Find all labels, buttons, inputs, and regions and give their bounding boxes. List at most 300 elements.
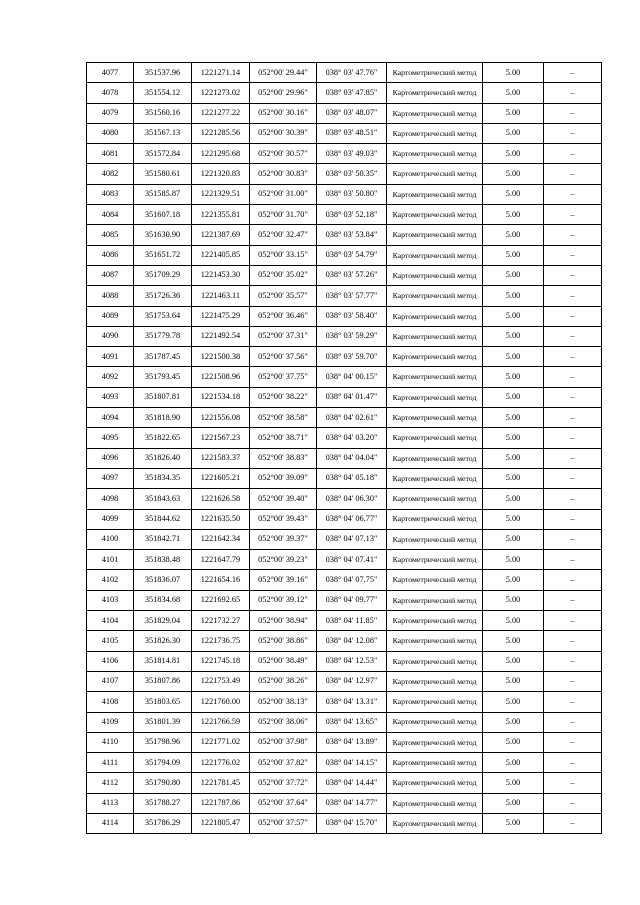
coordinates-table-body [87,63,602,834]
longitude-cell: 038° 04' 07.13" [317,529,387,549]
y-coordinate-cell: 1221753.49 [192,671,250,691]
longitude-cell: 038° 04' 13.65" [317,712,387,732]
table-row [87,326,602,346]
note-cell: – [544,428,602,448]
longitude-cell: 038° 04' 12.97" [317,671,387,691]
latitude-cell: 052°00' 38.22" [250,387,317,407]
accuracy-cell: 5.00 [483,326,544,346]
x-coordinate-cell: 351788.27 [134,793,192,813]
x-coordinate-cell: 351803.65 [134,692,192,712]
latitude-cell: 052°00' 31.70" [250,205,317,225]
table-row [87,164,602,184]
method-cell: Картометрический метод [387,489,483,509]
latitude-cell: 052°00' 32.47" [250,225,317,245]
method-cell: Картометрический метод [387,712,483,732]
x-coordinate-cell: 351753.64 [134,306,192,326]
accuracy-cell: 5.00 [483,245,544,265]
point-number-cell: 4095 [87,428,134,448]
latitude-cell: 052°00' 37.98" [250,732,317,752]
latitude-cell: 052°00' 30.83" [250,164,317,184]
table-row [87,570,602,590]
longitude-cell: 038° 04' 12.08" [317,631,387,651]
note-cell: – [544,123,602,143]
y-coordinate-cell: 1221556.08 [192,408,250,428]
method-cell: Картометрический метод [387,793,483,813]
table-row [87,611,602,631]
accuracy-cell: 5.00 [483,63,544,83]
latitude-cell: 052°00' 38.13" [250,692,317,712]
accuracy-cell: 5.00 [483,123,544,143]
latitude-cell: 052°00' 38.58" [250,408,317,428]
note-cell: – [544,225,602,245]
latitude-cell: 052°00' 38.26" [250,671,317,691]
point-number-cell: 4109 [87,712,134,732]
latitude-cell: 052°00' 38.86" [250,631,317,651]
method-cell: Картометрический метод [387,509,483,529]
note-cell: – [544,306,602,326]
accuracy-cell: 5.00 [483,732,544,752]
point-number-cell: 4104 [87,611,134,631]
x-coordinate-cell: 351826.30 [134,631,192,651]
longitude-cell: 038° 04' 14.15" [317,753,387,773]
latitude-cell: 052°00' 30.57" [250,144,317,164]
note-cell: – [544,83,602,103]
accuracy-cell: 5.00 [483,164,544,184]
x-coordinate-cell: 351842.71 [134,529,192,549]
note-cell: – [544,448,602,468]
point-number-cell: 4101 [87,550,134,570]
latitude-cell: 052°00' 37.31" [250,326,317,346]
longitude-cell: 038° 04' 11.85" [317,611,387,631]
y-coordinate-cell: 1221285.56 [192,123,250,143]
method-cell: Картометрический метод [387,773,483,793]
x-coordinate-cell: 351807.86 [134,671,192,691]
method-cell: Картометрический метод [387,631,483,651]
y-coordinate-cell: 1221647.79 [192,550,250,570]
x-coordinate-cell: 351709.29 [134,265,192,285]
y-coordinate-cell: 1221567.23 [192,428,250,448]
table-row [87,509,602,529]
point-number-cell: 4096 [87,448,134,468]
method-cell: Картометрический метод [387,529,483,549]
longitude-cell: 038° 03' 47.85" [317,83,387,103]
note-cell: – [544,692,602,712]
latitude-cell: 052°00' 35.02" [250,265,317,285]
accuracy-cell: 5.00 [483,570,544,590]
accuracy-cell: 5.00 [483,265,544,285]
latitude-cell: 052°00' 30.39" [250,123,317,143]
latitude-cell: 052°00' 37.56" [250,347,317,367]
note-cell: – [544,793,602,813]
table-row [87,813,602,833]
table-row [87,489,602,509]
x-coordinate-cell: 351822.65 [134,428,192,448]
x-coordinate-cell: 351651.72 [134,245,192,265]
x-coordinate-cell: 351844.62 [134,509,192,529]
x-coordinate-cell: 351807.81 [134,387,192,407]
y-coordinate-cell: 1221605.21 [192,468,250,488]
accuracy-cell: 5.00 [483,651,544,671]
method-cell: Картометрический метод [387,448,483,468]
method-cell: Картометрический метод [387,225,483,245]
point-number-cell: 4094 [87,408,134,428]
y-coordinate-cell: 1221500.38 [192,347,250,367]
y-coordinate-cell: 1221642.34 [192,529,250,549]
y-coordinate-cell: 1221534.18 [192,387,250,407]
x-coordinate-cell: 351560.16 [134,103,192,123]
longitude-cell: 038° 04' 01.47" [317,387,387,407]
x-coordinate-cell: 351786.29 [134,813,192,833]
x-coordinate-cell: 351836.07 [134,570,192,590]
method-cell: Картометрический метод [387,428,483,448]
y-coordinate-cell: 1221273.02 [192,83,250,103]
point-number-cell: 4083 [87,184,134,204]
point-number-cell: 4099 [87,509,134,529]
latitude-cell: 052°00' 30.16" [250,103,317,123]
y-coordinate-cell: 1221387.69 [192,225,250,245]
method-cell: Картометрический метод [387,245,483,265]
method-cell: Картометрический метод [387,103,483,123]
latitude-cell: 052°00' 39.40" [250,489,317,509]
latitude-cell: 052°00' 39.23" [250,550,317,570]
table-row [87,83,602,103]
point-number-cell: 4113 [87,793,134,813]
y-coordinate-cell: 1221320.83 [192,164,250,184]
note-cell: – [544,286,602,306]
accuracy-cell: 5.00 [483,793,544,813]
x-coordinate-cell: 351537.96 [134,63,192,83]
accuracy-cell: 5.00 [483,468,544,488]
note-cell: – [544,245,602,265]
point-number-cell: 4114 [87,813,134,833]
point-number-cell: 4089 [87,306,134,326]
note-cell: – [544,631,602,651]
accuracy-cell: 5.00 [483,286,544,306]
accuracy-cell: 5.00 [483,611,544,631]
point-number-cell: 4093 [87,387,134,407]
y-coordinate-cell: 1221475.29 [192,306,250,326]
note-cell: – [544,347,602,367]
longitude-cell: 038° 04' 15.70" [317,813,387,833]
latitude-cell: 052°00' 29.96" [250,83,317,103]
latitude-cell: 052°00' 37.64" [250,793,317,813]
x-coordinate-cell: 351726.36 [134,286,192,306]
longitude-cell: 038° 03' 48.51" [317,123,387,143]
x-coordinate-cell: 351790.80 [134,773,192,793]
method-cell: Картометрический метод [387,408,483,428]
note-cell: – [544,387,602,407]
latitude-cell: 052°00' 33.15" [250,245,317,265]
x-coordinate-cell: 351838.48 [134,550,192,570]
point-number-cell: 4100 [87,529,134,549]
table-row [87,631,602,651]
point-number-cell: 4090 [87,326,134,346]
accuracy-cell: 5.00 [483,144,544,164]
point-number-cell: 4079 [87,103,134,123]
x-coordinate-cell: 351554.12 [134,83,192,103]
latitude-cell: 052°00' 38.49" [250,651,317,671]
table-row [87,773,602,793]
y-coordinate-cell: 1221766.59 [192,712,250,732]
note-cell: – [544,367,602,387]
x-coordinate-cell: 351585.87 [134,184,192,204]
x-coordinate-cell: 351607.18 [134,205,192,225]
latitude-cell: 052°00' 31.00" [250,184,317,204]
y-coordinate-cell: 1221329.51 [192,184,250,204]
longitude-cell: 038° 03' 57.26" [317,265,387,285]
y-coordinate-cell: 1221745.18 [192,651,250,671]
longitude-cell: 038° 03' 49.03" [317,144,387,164]
longitude-cell: 038° 04' 06.77" [317,509,387,529]
table-row [87,651,602,671]
method-cell: Картометрический метод [387,692,483,712]
note-cell: – [544,550,602,570]
y-coordinate-cell: 1221654.16 [192,570,250,590]
method-cell: Картометрический метод [387,286,483,306]
table-row [87,550,602,570]
point-number-cell: 4092 [87,367,134,387]
method-cell: Картометрический метод [387,590,483,610]
table-row [87,428,602,448]
y-coordinate-cell: 1221405.85 [192,245,250,265]
table-row [87,387,602,407]
longitude-cell: 038° 04' 07.41" [317,550,387,570]
note-cell: – [544,103,602,123]
method-cell: Картометрический метод [387,468,483,488]
table-row [87,286,602,306]
y-coordinate-cell: 1221781.45 [192,773,250,793]
method-cell: Картометрический метод [387,83,483,103]
x-coordinate-cell: 351567.13 [134,123,192,143]
accuracy-cell: 5.00 [483,184,544,204]
method-cell: Картометрический метод [387,550,483,570]
point-number-cell: 4088 [87,286,134,306]
point-number-cell: 4110 [87,732,134,752]
point-number-cell: 4102 [87,570,134,590]
table-row [87,347,602,367]
x-coordinate-cell: 351779.78 [134,326,192,346]
longitude-cell: 038° 03' 59.70" [317,347,387,367]
x-coordinate-cell: 351580.61 [134,164,192,184]
table-row [87,63,602,83]
method-cell: Картометрический метод [387,367,483,387]
table-row [87,468,602,488]
longitude-cell: 038° 03' 52.18" [317,205,387,225]
longitude-cell: 038° 04' 03.20" [317,428,387,448]
note-cell: – [544,611,602,631]
method-cell: Картометрический метод [387,306,483,326]
method-cell: Картометрический метод [387,144,483,164]
table-row [87,732,602,752]
method-cell: Картометрический метод [387,671,483,691]
y-coordinate-cell: 1221635.50 [192,509,250,529]
latitude-cell: 052°00' 37.57" [250,813,317,833]
method-cell: Картометрический метод [387,265,483,285]
note-cell: – [544,184,602,204]
accuracy-cell: 5.00 [483,448,544,468]
latitude-cell: 052°00' 39.09" [250,468,317,488]
longitude-cell: 038° 04' 12.53" [317,651,387,671]
note-cell: – [544,509,602,529]
y-coordinate-cell: 1221626.58 [192,489,250,509]
point-number-cell: 4080 [87,123,134,143]
longitude-cell: 038° 04' 13.31" [317,692,387,712]
note-cell: – [544,570,602,590]
latitude-cell: 052°00' 38.94" [250,611,317,631]
latitude-cell: 052°00' 39.37" [250,529,317,549]
table-row [87,793,602,813]
longitude-cell: 038° 04' 06.30" [317,489,387,509]
accuracy-cell: 5.00 [483,550,544,570]
longitude-cell: 038° 03' 53.84" [317,225,387,245]
accuracy-cell: 5.00 [483,347,544,367]
note-cell: – [544,144,602,164]
latitude-cell: 052°00' 35.57" [250,286,317,306]
latitude-cell: 052°00' 38.83" [250,448,317,468]
longitude-cell: 038° 04' 13.89" [317,732,387,752]
method-cell: Картометрический метод [387,813,483,833]
y-coordinate-cell: 1221508.96 [192,367,250,387]
accuracy-cell: 5.00 [483,773,544,793]
accuracy-cell: 5.00 [483,489,544,509]
latitude-cell: 052°00' 39.16" [250,570,317,590]
point-number-cell: 4103 [87,590,134,610]
point-number-cell: 4086 [87,245,134,265]
point-number-cell: 4106 [87,651,134,671]
y-coordinate-cell: 1221463.11 [192,286,250,306]
y-coordinate-cell: 1221771.02 [192,732,250,752]
x-coordinate-cell: 351826.40 [134,448,192,468]
note-cell: – [544,590,602,610]
accuracy-cell: 5.00 [483,712,544,732]
point-number-cell: 4085 [87,225,134,245]
point-number-cell: 4105 [87,631,134,651]
table-row [87,367,602,387]
point-number-cell: 4077 [87,63,134,83]
accuracy-cell: 5.00 [483,428,544,448]
note-cell: – [544,164,602,184]
note-cell: – [544,63,602,83]
point-number-cell: 4087 [87,265,134,285]
longitude-cell: 038° 04' 09.77" [317,590,387,610]
point-number-cell: 4112 [87,773,134,793]
longitude-cell: 038° 04' 07.75" [317,570,387,590]
latitude-cell: 052°00' 37.82" [250,753,317,773]
longitude-cell: 038° 03' 48.07" [317,103,387,123]
accuracy-cell: 5.00 [483,671,544,691]
latitude-cell: 052°00' 38.06" [250,712,317,732]
y-coordinate-cell: 1221776.02 [192,753,250,773]
table-row [87,225,602,245]
method-cell: Картометрический метод [387,205,483,225]
table-row [87,712,602,732]
y-coordinate-cell: 1221760.00 [192,692,250,712]
longitude-cell: 038° 03' 54.79" [317,245,387,265]
note-cell: – [544,265,602,285]
accuracy-cell: 5.00 [483,225,544,245]
latitude-cell: 052°00' 39.12" [250,590,317,610]
method-cell: Картометрический метод [387,184,483,204]
accuracy-cell: 5.00 [483,529,544,549]
y-coordinate-cell: 1221355.81 [192,205,250,225]
table-row [87,103,602,123]
point-number-cell: 4098 [87,489,134,509]
accuracy-cell: 5.00 [483,509,544,529]
x-coordinate-cell: 351787.45 [134,347,192,367]
table-row [87,590,602,610]
x-coordinate-cell: 351801.39 [134,712,192,732]
note-cell: – [544,712,602,732]
accuracy-cell: 5.00 [483,590,544,610]
table-row [87,671,602,691]
point-number-cell: 4078 [87,83,134,103]
note-cell: – [544,205,602,225]
method-cell: Картометрический метод [387,164,483,184]
x-coordinate-cell: 351818.90 [134,408,192,428]
longitude-cell: 038° 04' 05.18" [317,468,387,488]
y-coordinate-cell: 1221692.65 [192,590,250,610]
x-coordinate-cell: 351572.84 [134,144,192,164]
y-coordinate-cell: 1221805.47 [192,813,250,833]
note-cell: – [544,468,602,488]
longitude-cell: 038° 04' 04.04" [317,448,387,468]
coordinates-table [86,62,602,834]
longitude-cell: 038° 03' 50.35" [317,164,387,184]
accuracy-cell: 5.00 [483,692,544,712]
table-row [87,123,602,143]
accuracy-cell: 5.00 [483,631,544,651]
y-coordinate-cell: 1221736.75 [192,631,250,651]
note-cell: – [544,732,602,752]
note-cell: – [544,773,602,793]
latitude-cell: 052°00' 37.72" [250,773,317,793]
longitude-cell: 038° 03' 57.77" [317,286,387,306]
table-row [87,529,602,549]
note-cell: – [544,408,602,428]
accuracy-cell: 5.00 [483,306,544,326]
note-cell: – [544,651,602,671]
table-row [87,144,602,164]
y-coordinate-cell: 1221277.22 [192,103,250,123]
method-cell: Картометрический метод [387,123,483,143]
method-cell: Картометрический метод [387,63,483,83]
point-number-cell: 4084 [87,205,134,225]
accuracy-cell: 5.00 [483,408,544,428]
table-row [87,306,602,326]
accuracy-cell: 5.00 [483,367,544,387]
x-coordinate-cell: 351843.63 [134,489,192,509]
longitude-cell: 038° 04' 02.61" [317,408,387,428]
longitude-cell: 038° 04' 14.44" [317,773,387,793]
y-coordinate-cell: 1221492.54 [192,326,250,346]
method-cell: Картометрический метод [387,753,483,773]
x-coordinate-cell: 351630.90 [134,225,192,245]
note-cell: – [544,813,602,833]
longitude-cell: 038° 03' 47.76" [317,63,387,83]
method-cell: Картометрический метод [387,347,483,367]
point-number-cell: 4097 [87,468,134,488]
method-cell: Картометрический метод [387,387,483,407]
latitude-cell: 052°00' 39.43" [250,509,317,529]
latitude-cell: 052°00' 38.71" [250,428,317,448]
method-cell: Картометрический метод [387,326,483,346]
x-coordinate-cell: 351794.09 [134,753,192,773]
table-row [87,448,602,468]
method-cell: Картометрический метод [387,570,483,590]
point-number-cell: 4082 [87,164,134,184]
method-cell: Картометрический метод [387,732,483,752]
latitude-cell: 052°00' 29.44" [250,63,317,83]
